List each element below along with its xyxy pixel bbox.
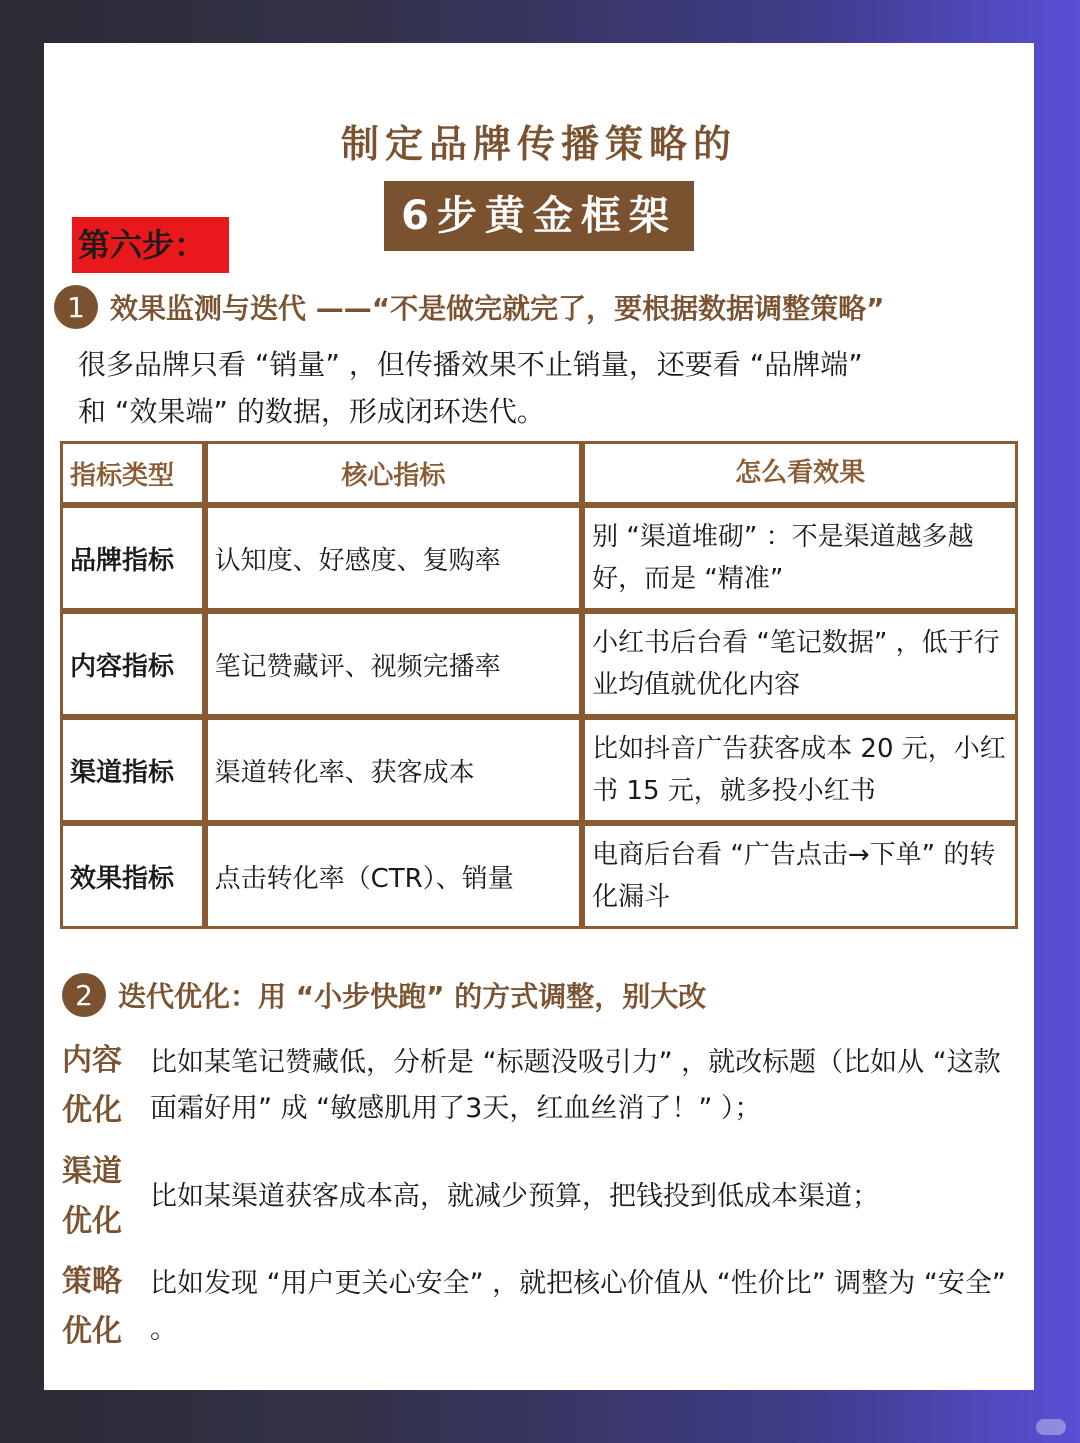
- optimization-item: [62, 1147, 1012, 1247]
- table-cell-metrics: 渠道转化率、获客成本: [205, 717, 583, 823]
- label-line: 优化: [62, 1093, 122, 1128]
- table-cell-type: 品牌指标: [60, 505, 205, 611]
- content-card: [44, 43, 1034, 1390]
- page-subtitle-banner: 6步黄金框架: [384, 181, 694, 251]
- section2-heading: [62, 973, 706, 1017]
- label-line: 策略: [62, 1264, 122, 1299]
- optimization-item: [62, 1257, 1012, 1357]
- table-cell-metrics: 认知度、好感度、复购率: [205, 505, 583, 611]
- table-cell-how: 别 “渠道堆砌” ：不是渠道越多越好，而是 “精准”: [582, 505, 1018, 611]
- section2-title: 迭代优化：用 “小步快跑” 的方式调整，别大改: [118, 980, 707, 1013]
- number-badge: 1: [54, 285, 98, 329]
- watermark-badge: [1036, 1419, 1066, 1435]
- table-cell-type: 效果指标: [60, 823, 205, 929]
- table-row: [60, 823, 1018, 929]
- number-badge: 2: [62, 973, 106, 1017]
- table-header-row: [60, 441, 1018, 505]
- label-line: 优化: [62, 1204, 122, 1239]
- intro-line: 很多品牌只看 “销量” ，但传播效果不止销量，还要看 “品牌端”: [78, 348, 863, 381]
- step-tag: 第六步：: [72, 217, 229, 273]
- table-cell-type: 内容指标: [60, 611, 205, 717]
- table-row: [60, 505, 1018, 611]
- table-cell-type: 渠道指标: [60, 717, 205, 823]
- optimization-text: 比如某渠道获客成本高，就减少预算，把钱投到低成本渠道；: [150, 1181, 879, 1212]
- label-line: 渠道: [62, 1154, 122, 1189]
- section1-heading: [54, 285, 885, 329]
- table-cell-metrics: 笔记赞藏评、视频完播率: [205, 611, 583, 717]
- table-header-cell: 怎么看效果: [582, 441, 1018, 505]
- table-row: [60, 611, 1018, 717]
- table-cell-metrics: 点击转化率（CTR）、销量: [205, 823, 583, 929]
- intro-line: 和 “效果端” 的数据，形成闭环迭代。: [78, 395, 545, 428]
- metrics-table: [60, 441, 1018, 929]
- optimization-text: 比如某笔记赞藏低，分析是 “标题没吸引力” ，就改标题（比如从 “这款面霜好用” 成 “敏感肌用了3天，红血丝消了！” ）；: [150, 1047, 1001, 1124]
- optimization-label: [62, 1036, 150, 1136]
- page-title: 制定品牌传播策略的: [340, 122, 737, 166]
- table-cell-how: 小红书后台看 “笔记数据” ，低于行业均值就优化内容: [582, 611, 1018, 717]
- table-cell-how: 电商后台看 “广告点击→下单” 的转化漏斗: [582, 823, 1018, 929]
- section1-intro: [78, 341, 1018, 435]
- table-header-cell: 核心指标: [205, 441, 583, 505]
- label-line: 内容: [62, 1043, 122, 1078]
- table-cell-how: 比如抖音广告获客成本 20 元，小红书 15 元，就多投小红书: [582, 717, 1018, 823]
- table-header-cell: 指标类型: [60, 441, 205, 505]
- optimization-item: [62, 1036, 1012, 1136]
- optimization-text: 比如发现 “用户更关心安全” ，就把核心价值从 “性价比” 调整为 “安全” 。: [150, 1268, 1006, 1345]
- optimization-label: [62, 1147, 150, 1247]
- optimization-label: [62, 1257, 150, 1357]
- label-line: 优化: [62, 1314, 122, 1349]
- table-row: [60, 717, 1018, 823]
- section1-title: 效果监测与迭代 ——“不是做完就完了，要根据数据调整策略”: [110, 292, 885, 325]
